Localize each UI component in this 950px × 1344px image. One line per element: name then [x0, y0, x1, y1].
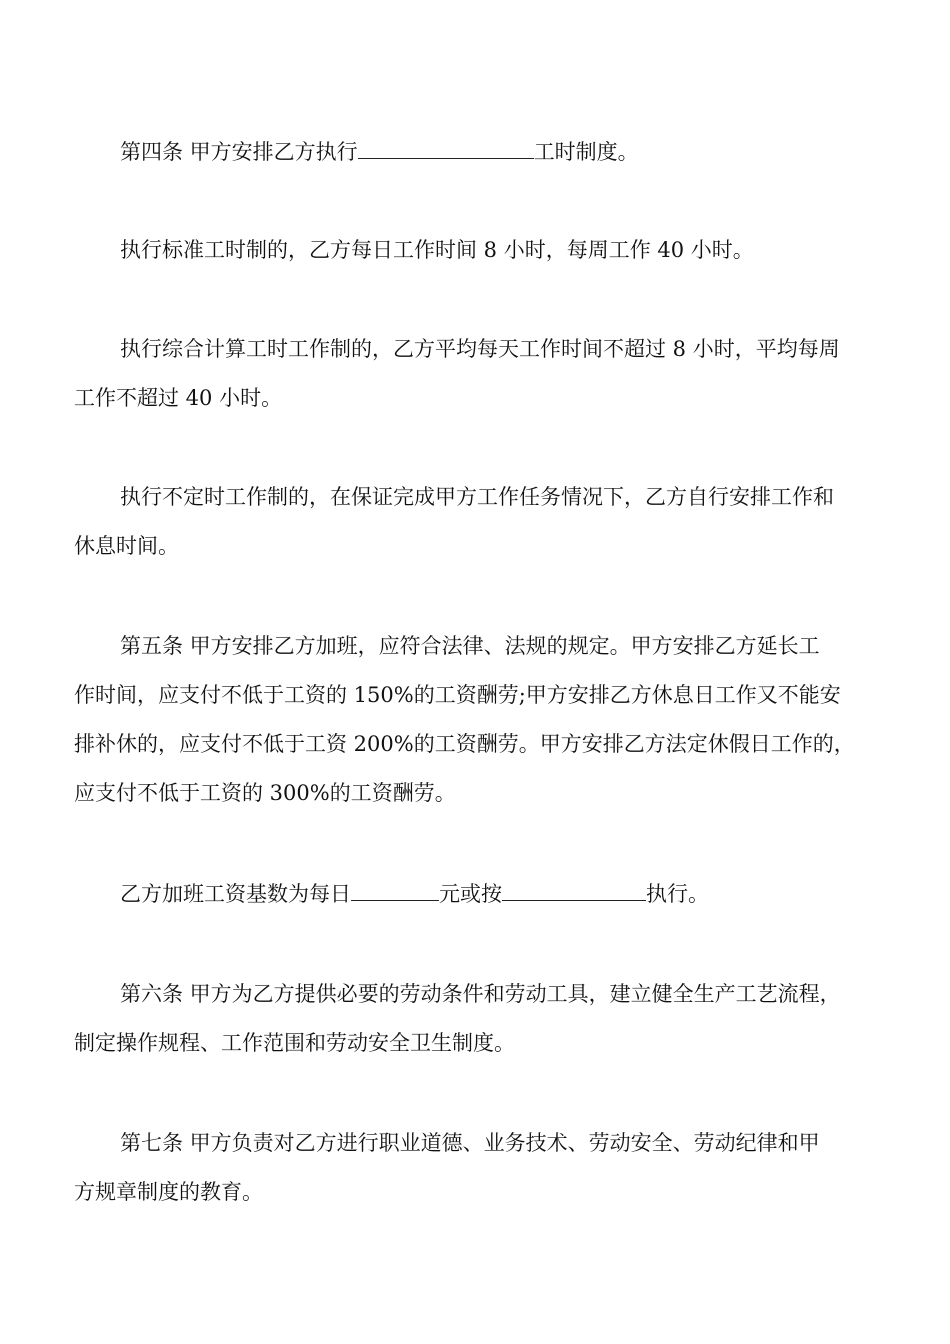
paragraph-article-5	[74, 622, 884, 818]
standard-hours-text: 执行标准工时制的，乙方每日工作时间 8 小时，每周工作 40 小时。	[120, 238, 754, 262]
paragraph-standard-hours	[74, 226, 884, 275]
article-4-text-start: 第四条 甲方安排乙方执行	[120, 140, 358, 164]
article-5-line-4: 应支付不低于工资的 300%的工资酬劳。	[74, 781, 456, 805]
article-5-line-1: 第五条 甲方安排乙方加班，应符合法律、法规的规定。甲方安排乙方延长工	[120, 634, 820, 658]
overtime-base-text-1: 乙方加班工资基数为每日	[120, 882, 351, 906]
irregular-hours-line-2: 休息时间。	[74, 534, 179, 558]
article-6-line-1: 第六条 甲方为乙方提供必要的劳动条件和劳动工具，建立健全生产工艺流程，	[120, 982, 841, 1006]
article-5-line-2: 作时间，应支付不低于工资的 150%的工资酬劳;甲方安排乙方休息日工作又不能安	[74, 683, 841, 707]
paragraph-article-4	[74, 128, 884, 177]
comprehensive-hours-line-2: 工作不超过 40 小时。	[74, 386, 283, 410]
work-hour-system-blank	[358, 138, 534, 159]
article-5-line-3: 排补休的，应支付不低于工资 200%的工资酬劳。甲方安排乙方法定休假日工作的，	[74, 732, 855, 756]
article-6-line-2: 制定操作规程、工作范围和劳动安全卫生制度。	[74, 1031, 515, 1055]
paragraph-irregular-hours	[74, 473, 884, 571]
paragraph-article-7	[74, 1119, 884, 1217]
overtime-base-text-2: 元或按	[439, 882, 502, 906]
article-4-text-end: 工时制度。	[533, 140, 639, 164]
article-7-line-1: 第七条 甲方负责对乙方进行职业道德、业务技术、劳动安全、劳动纪律和甲	[120, 1131, 820, 1155]
comprehensive-hours-line-1: 执行综合计算工时工作制的，乙方平均每天工作时间不超过 8 小时，平均每周	[120, 337, 840, 361]
paragraph-article-6	[74, 970, 884, 1068]
paragraph-comprehensive-hours	[74, 325, 884, 423]
irregular-hours-line-1: 执行不定时工作制的，在保证完成甲方工作任务情况下，乙方自行安排工作和	[120, 485, 834, 509]
alternative-basis-blank	[502, 880, 646, 901]
paragraph-overtime-base	[74, 870, 884, 919]
article-7-line-2: 方规章制度的教育。	[74, 1180, 263, 1204]
daily-amount-blank	[351, 880, 439, 901]
overtime-base-text-3: 执行。	[646, 882, 709, 906]
